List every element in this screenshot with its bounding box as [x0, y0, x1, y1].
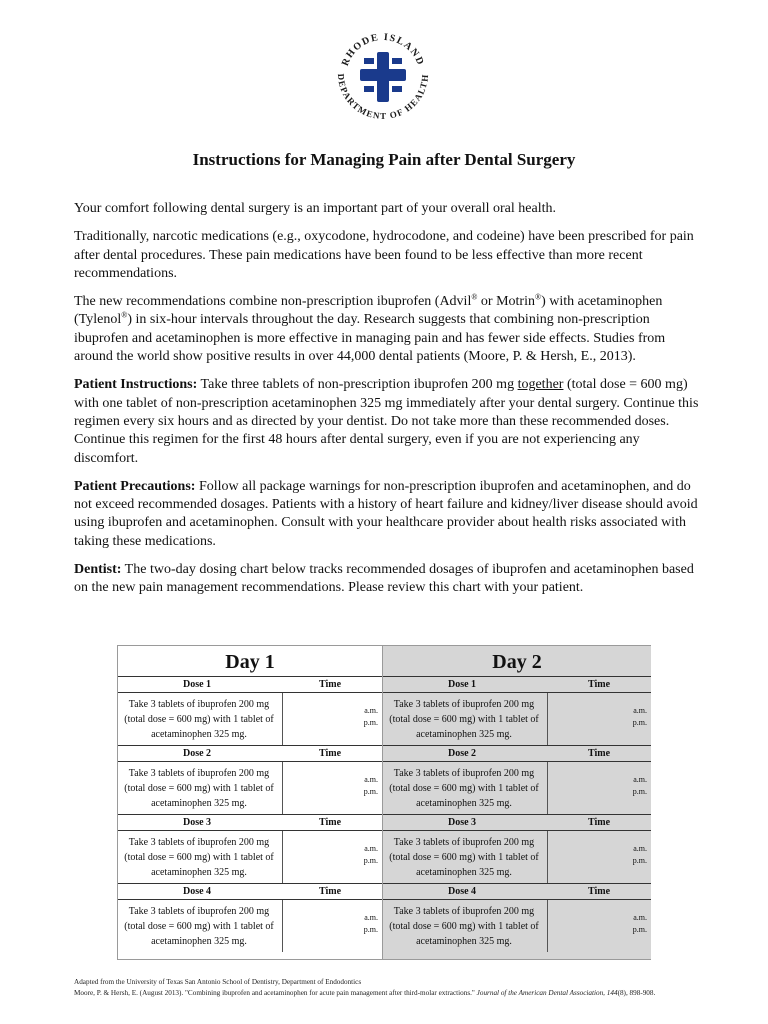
dose-instructions: Take 3 tablets of ibuprofen 200 mg (total dose = 600 mg) with 1 tablet of acetaminophen 325 mg. — [124, 699, 274, 740]
paragraph-dentist: Dentist: The two-day dosing chart below tracks recommended dosages of ibuprofen and acetaminophen based on the new pain management recommendations. Please review this chart with your patient. — [74, 562, 694, 596]
dose-label: Dose 3 — [182, 817, 212, 828]
time-entry-field[interactable] — [338, 912, 378, 936]
document-body — [74, 200, 704, 608]
time-label: Time — [318, 748, 342, 759]
day1-dose-row-3 — [118, 831, 382, 883]
am-label: a.m. — [364, 775, 378, 784]
day2-dose-row-1 — [383, 693, 651, 745]
paragraph-intro: Your comfort following dental surgery is an important part of your overall oral health. — [74, 201, 556, 216]
day2-dose-row-3 — [383, 831, 651, 883]
am-label: a.m. — [364, 706, 378, 715]
pm-label: p.m. — [363, 925, 378, 934]
time-entry-field[interactable] — [607, 912, 647, 936]
day1-dose-header-2 — [118, 745, 382, 762]
dose-label: Dose 2 — [182, 748, 212, 759]
dose-instructions: Take 3 tablets of ibuprofen 200 mg (total dose = 600 mg) with 1 tablet of acetaminophen 325 mg. — [389, 699, 539, 740]
dentist-label: Dentist: — [74, 562, 122, 578]
day2-dose-header-3 — [383, 814, 651, 831]
time-label: Time — [587, 679, 611, 690]
day2-dose-header-1 — [383, 676, 651, 693]
day1-dose-header-3 — [118, 814, 382, 831]
cross-emblem-icon — [360, 52, 406, 102]
logo-text-top: RHODE ISLAND — [339, 31, 427, 68]
day1-dose-row-1 — [118, 693, 382, 745]
day1-dose-header-1 — [118, 676, 382, 693]
time-label: Time — [587, 817, 611, 828]
paragraph-patient-instructions: Patient Instructions: Take three tablets of non-prescription ibuprofen 200 mg together (total dose = 600 mg) with one tablet of non-prescription acetaminophen 325 mg immediately after your dental surgery. Continue this regimen every six hours and as directed by your dentist. Do not take more than these recommended doses. — [74, 377, 699, 429]
time-label: Time — [318, 886, 342, 897]
time-label: Time — [587, 886, 611, 897]
pm-label: p.m. — [632, 718, 647, 727]
day1-dose-header-4 — [118, 883, 382, 900]
logo-text-bottom: DEPARTMENT OF HEALTH — [335, 73, 431, 122]
am-label: a.m. — [633, 775, 647, 784]
instructions-label: Patient Instructions: — [74, 377, 198, 393]
paragraph-precautions: Patient Precautions: Follow all package warnings for non-prescription ibuprofen and acetaminophen, and do not exceed recommended dosages. Patients with a history of heart failure and kidney/liver disease should avoid using ibuprofen and acetaminophen. Consult with your healthcare provider about health risks associated with taking these medications. — [74, 478, 698, 549]
dose-label: Dose 4 — [447, 886, 477, 897]
pm-label: p.m. — [363, 718, 378, 727]
time-label: Time — [318, 679, 342, 690]
dose-instructions: Take 3 tablets of ibuprofen 200 mg (total dose = 600 mg) with 1 tablet of acetaminophen 325 mg. — [124, 768, 274, 809]
pm-label: p.m. — [363, 787, 378, 796]
time-entry-field[interactable] — [338, 843, 378, 867]
day1-header: Day 1 — [225, 651, 275, 673]
dose-label: Dose 3 — [447, 817, 477, 828]
pm-label: p.m. — [632, 925, 647, 934]
time-label: Time — [587, 748, 611, 759]
time-label: Time — [318, 817, 342, 828]
dose-label: Dose 1 — [182, 679, 212, 690]
footer-line-1: Adapted from the University of Texas San Antonio School of Dentistry, Department of Endodontics — [74, 978, 362, 986]
dose-instructions: Take 3 tablets of ibuprofen 200 mg (total dose = 600 mg) with 1 tablet of acetaminophen 325 mg. — [389, 768, 539, 809]
pm-label: p.m. — [632, 787, 647, 796]
paragraph-recommendations: The new recommendations combine non-prescription ibuprofen (Advil® or Motrin®) with acetaminophen (Tylenol®) in six-hour intervals throughout the day. Research suggests that combining non-prescription ibuprofen and acetaminophen is more effective in managing pain and has fewer side effects. Studies from around the world show positive results in over 44,000 dental patients (Moore, P. & Hersh, E., 2013). — [74, 292, 666, 365]
am-label: a.m. — [633, 844, 647, 853]
time-entry-field[interactable] — [607, 774, 647, 798]
time-entry-field[interactable] — [338, 705, 378, 729]
dose-instructions: Take 3 tablets of ibuprofen 200 mg (total dose = 600 mg) with 1 tablet of acetaminophen 325 mg. — [124, 837, 274, 878]
pm-label: p.m. — [632, 856, 647, 865]
paragraph-narcotics: Traditionally, narcotic medications (e.g., oxycodone, hydrocodone, and codeine) have been prescribed for pain after dental procedures. These pain medications have been found to be less effective than more recent recommendations. — [74, 229, 694, 281]
am-label: a.m. — [633, 706, 647, 715]
footer-line-2: Moore, P. & Hersh, E. (August 2013). "Combining ibuprofen and acetaminophen for acute pain management after third-molar extractions." Journal of the American Dental Association, 144(8), 898-908. — [74, 989, 656, 997]
dose-label: Dose 2 — [447, 748, 477, 759]
day2-dose-header-4 — [383, 883, 651, 900]
pm-label: p.m. — [363, 856, 378, 865]
day2-dose-header-2 — [383, 745, 651, 762]
dose-label: Dose 4 — [182, 886, 212, 897]
time-entry-field[interactable] — [338, 774, 378, 798]
day2-dose-row-2 — [383, 762, 651, 814]
dose-instructions: Take 3 tablets of ibuprofen 200 mg (total dose = 600 mg) with 1 tablet of acetaminophen 325 mg. — [124, 906, 274, 947]
dose-label: Dose 1 — [447, 679, 477, 690]
page-title: Instructions for Managing Pain after Dental Surgery — [192, 150, 576, 169]
time-entry-field[interactable] — [607, 705, 647, 729]
time-entry-field[interactable] — [607, 843, 647, 867]
dosing-chart — [117, 645, 651, 960]
paragraph-continue-regimen: Continue this regimen for the first 48 hours after dental surgery, even if you are not experiencing any discomfort. — [74, 432, 640, 466]
footer-citation — [74, 977, 714, 999]
dose-instructions: Take 3 tablets of ibuprofen 200 mg (total dose = 600 mg) with 1 tablet of acetaminophen 325 mg. — [389, 906, 539, 947]
rhode-island-health-logo — [328, 22, 438, 132]
precautions-label: Patient Precautions: — [74, 478, 196, 494]
dose-instructions: Take 3 tablets of ibuprofen 200 mg (total dose = 600 mg) with 1 tablet of acetaminophen 325 mg. — [389, 837, 539, 878]
day1-column — [118, 646, 382, 959]
day1-dose-row-2 — [118, 762, 382, 814]
day1-dose-row-4 — [118, 900, 382, 952]
am-label: a.m. — [633, 913, 647, 922]
am-label: a.m. — [364, 844, 378, 853]
day2-dose-row-4 — [383, 900, 651, 952]
day2-header: Day 2 — [492, 651, 542, 673]
am-label: a.m. — [364, 913, 378, 922]
day2-column — [382, 646, 651, 959]
